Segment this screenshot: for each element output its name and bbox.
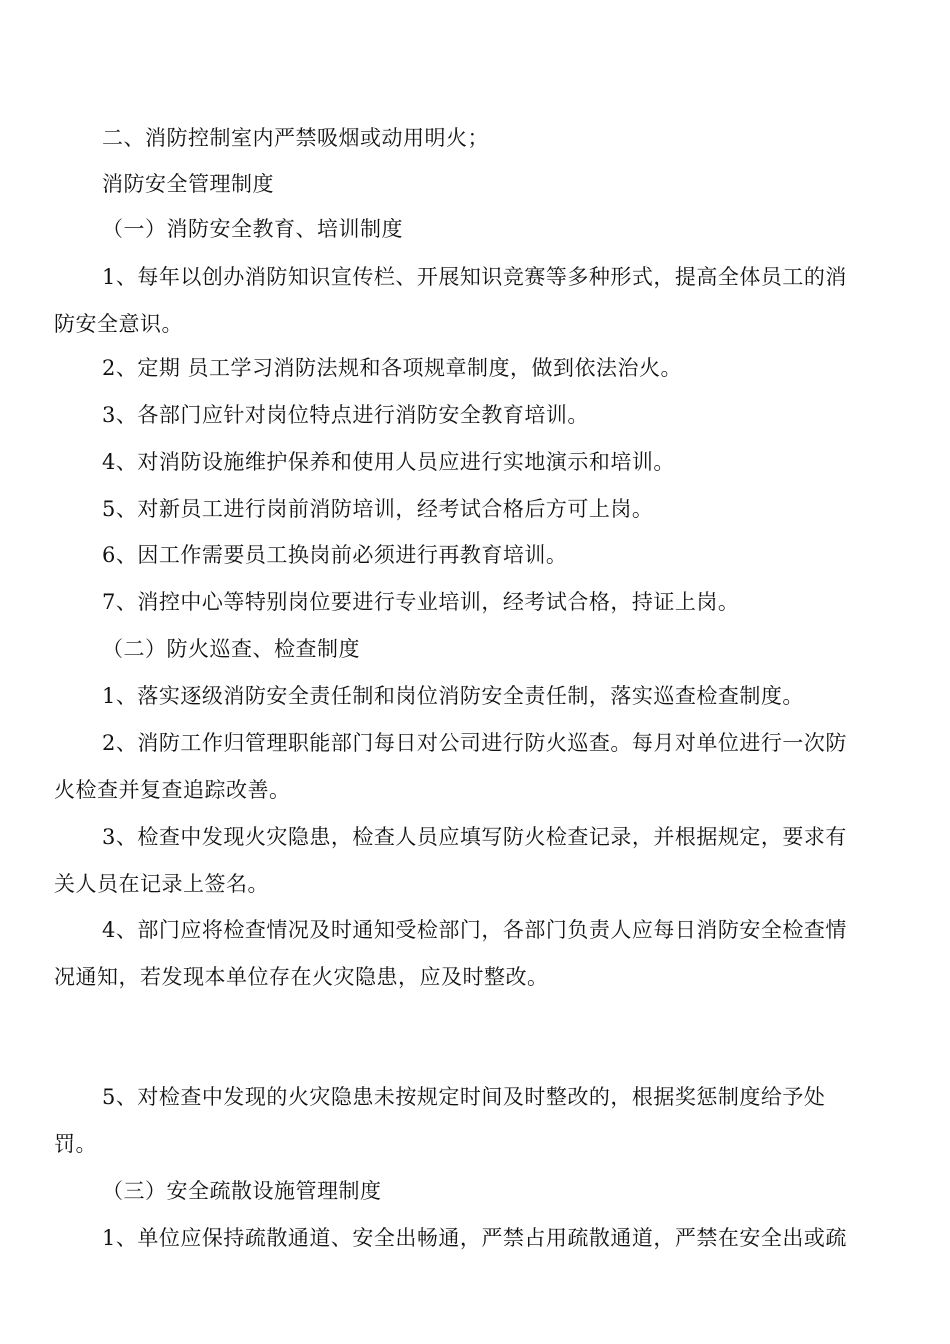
paragraph-line: 2、消防工作归管理职能部门每日对公司进行防火巡查。每月对单位进行一次防 <box>102 731 847 755</box>
section-heading: 消防安全管理制度 <box>102 172 274 196</box>
paragraph-line: 防安全意识。 <box>54 312 183 336</box>
paragraph-line: 7、消控中心等特别岗位要进行专业培训，经考试合格，持证上岗。 <box>102 590 740 614</box>
paragraph-line: 5、对检查中发现的火灾隐患未按规定时间及时整改的，根据奖惩制度给予处 <box>102 1085 826 1109</box>
subsection-heading: （二）防火巡查、检查制度 <box>102 637 360 661</box>
paragraph-line: 5、对新员工进行岗前消防培训，经考试合格后方可上岗。 <box>102 497 654 521</box>
paragraph-line: 6、因工作需要员工换岗前必须进行再教育培训。 <box>102 543 568 567</box>
paragraph-line: 况通知，若发现本单位存在火灾隐患，应及时整改。 <box>54 965 549 989</box>
paragraph-line: 3、检查中发现火灾隐患，检查人员应填写防火检查记录，并根据规定，要求有 <box>102 825 847 849</box>
paragraph-line: 3、各部门应针对岗位特点进行消防安全教育培训。 <box>102 403 589 427</box>
paragraph-line: 4、对消防设施维护保养和使用人员应进行实地演示和培训。 <box>102 450 675 474</box>
paragraph-line: 火检查并复查追踪改善。 <box>54 778 291 802</box>
paragraph-line: 1、单位应保持疏散通道、安全出畅通，严禁占用疏散通道，严禁在安全出或疏 <box>102 1226 847 1250</box>
paragraph-line: 罚。 <box>54 1132 97 1156</box>
subsection-heading: （三）安全疏散设施管理制度 <box>102 1179 382 1203</box>
subsection-heading: （一）消防安全教育、培训制度 <box>102 217 403 241</box>
paragraph-line: 1、落实逐级消防安全责任制和岗位消防安全责任制，落实巡查检查制度。 <box>102 684 804 708</box>
paragraph-line: 4、部门应将检查情况及时通知受检部门，各部门负责人应每日消防安全检查情 <box>102 918 847 942</box>
paragraph-line: 2、定期 员工学习消防法规和各项规章制度，做到依法治火。 <box>102 356 683 380</box>
paragraph-line: 关人员在记录上签名。 <box>54 872 269 896</box>
paragraph-line: 二、消防控制室内严禁吸烟或动用明火； <box>102 126 489 150</box>
paragraph-line: 1、每年以创办消防知识宣传栏、开展知识竞赛等多种形式，提高全体员工的消 <box>102 265 847 289</box>
